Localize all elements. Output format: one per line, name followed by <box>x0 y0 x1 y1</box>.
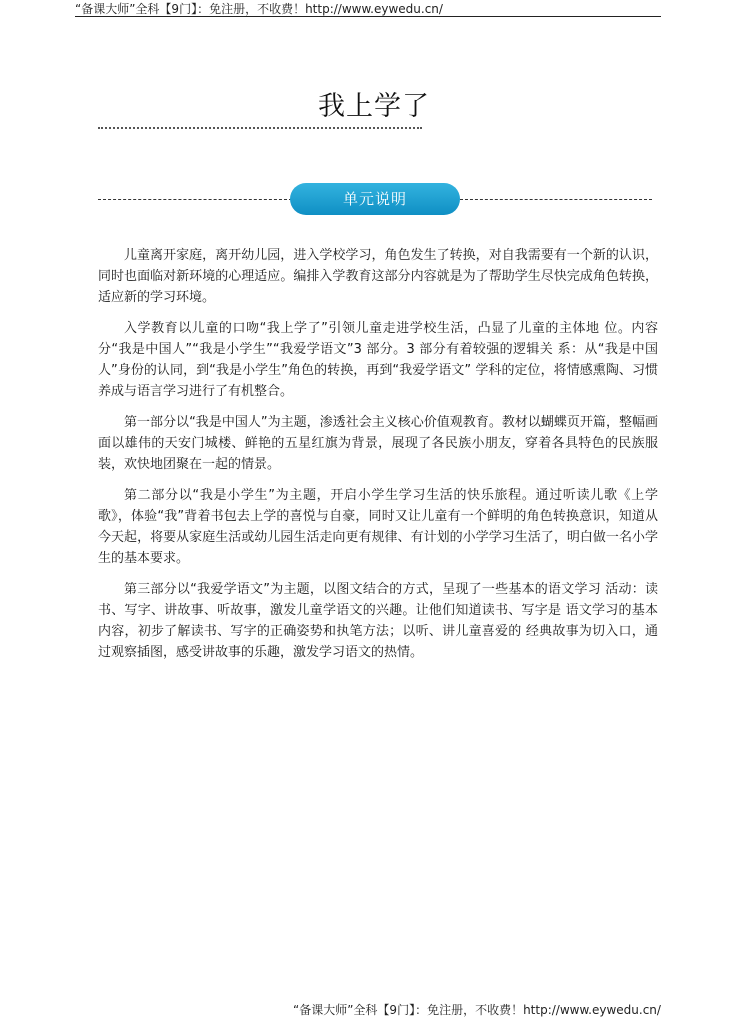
page-footer-text: “备课大师”全科【9门】：免注册，不收费！http://www.eywedu.cn/ <box>293 1003 661 1017</box>
paragraph-part-one: 第一部分以“我是中国人”为主题，渗透社会主义核心价值观教育。教材以蝴蝶页开篇，整幅画面以雄伟的天安门城楼、鲜艳的五星红旗为背景，展现了各民族小朋友，穿着各具特色的民族服装，欢快地团聚在一起的情景。 <box>98 415 658 472</box>
title-dotted-underline <box>98 127 422 129</box>
paragraph-intro: 儿童离开家庭，离开幼儿园，进入学校学习，角色发生了转换，对自我需要有一个新的认识，同时也面临对新环境的心理适应。编排入学教育这部分内容就是为了帮助学生尽快完成角色转换，适应新的学习环境。 <box>98 248 658 305</box>
section-heading-label: 单元说明 <box>342 190 407 208</box>
page-header-text: “备课大师”全科【9门】：免注册，不收费！http://www.eywedu.cn/ <box>75 2 443 16</box>
section-heading-badge <box>290 183 460 215</box>
section-dashed-line-left <box>98 199 292 200</box>
section-dashed-line-right <box>460 199 652 200</box>
page-title: 我上学了 <box>318 91 430 122</box>
body-text <box>98 245 658 673</box>
header-divider <box>75 16 661 17</box>
paragraph-part-three: 第三部分以“我爱学语文”为主题，以图文结合的方式，呈现了一些基本的语文学习 活动：读书、写字、讲故事、听故事，激发儿童学语文的兴趣。让他们知道读书、写字是 语文学习的基本内容，初步了解读书、写字的正确姿势和执笔方法；以听、讲儿童喜爱的 经典故事为切入口，通过观察插图，感受讲故事的乐趣，激发学习语文的热情。 <box>98 582 658 660</box>
paragraph-overview: 入学教育以儿童的口吻“我上学了”引领儿童走进学校生活，凸显了儿童的主体地 位。内容分“我是中国人”“我是小学生”“我爱学语文”3 部分。3 部分有着较强的逻辑关 系：从“我是中国人”身份的认同，到“我是小学生”角色的转换，再到“我爱学语文” 学科的定位，将情感熏陶、习惯养成与语言学习进行了有机整合。 <box>98 321 658 399</box>
paragraph-part-two: 第二部分以“我是小学生”为主题，开启小学生学习生活的快乐旅程。通过听读儿歌《上学歌》，体验“我”背着书包去上学的喜悦与自豪，同时又让儿童有一个鲜明的角色转换意识，知道从今天起，将要从家庭生活或幼儿园生活走向更有规律、有计划的小学学习生活了，明白做一名小学生的基本要求。 <box>98 488 658 566</box>
